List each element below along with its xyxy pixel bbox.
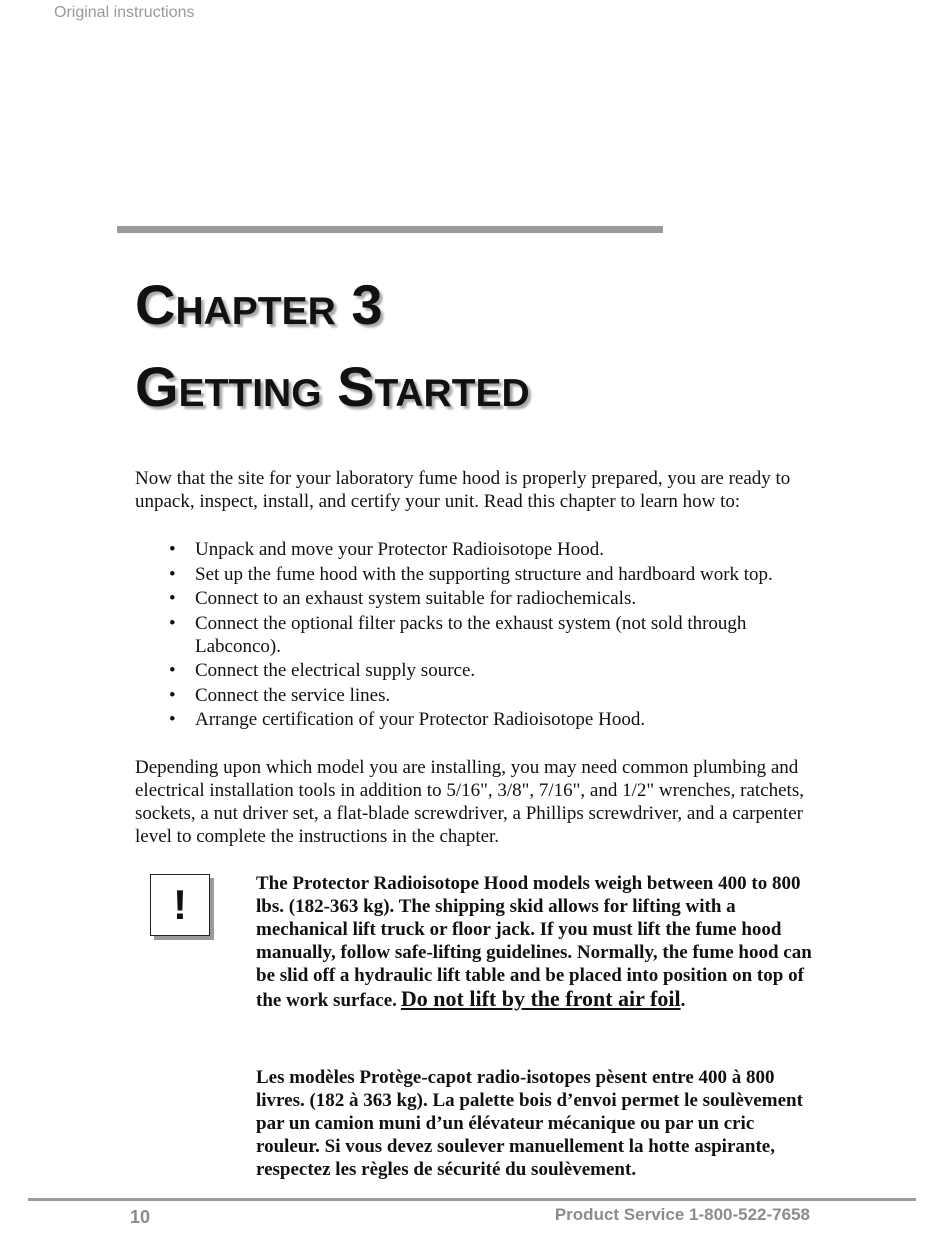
caution-english-end: . xyxy=(680,990,686,1011)
chapter-name: Getting Started xyxy=(135,355,530,418)
product-service-phone: Product Service 1-800-522-7658 xyxy=(554,1205,810,1224)
list-item: • Arrange certification of your Protector Radioisotope Hood. xyxy=(195,708,825,731)
exclamation-icon: ! xyxy=(150,874,210,936)
list-item: • Connect the optional filter packs to the exhaust system (not sold through Labconco). xyxy=(195,612,825,658)
caution-english-text: The Protector Radioisotope Hood models weigh between 400 to 800 lbs. (182-363 kg). The shipping skid allows for lifting with a mechanical lift truck or floor jack. If you must lift the fume hood manually, follow safe-lifting guidelines. Normally, the fume hood can be slid off a hydraulic lift table and be placed into position on top of the work surface. xyxy=(256,873,812,1011)
intro-paragraph: Now that the site for your laboratory fume hood is properly prepared, you are ready to unpack, inspect, install, and certify your unit. Read this chapter to learn how to: xyxy=(135,468,791,512)
top-rule xyxy=(117,226,663,233)
task-list xyxy=(195,538,825,733)
list-item: • Connect to an exhaust system suitable for radiochemicals. xyxy=(195,587,825,610)
caution-french: Les modèles Protège-capot radio-isotopes pèsent entre 400 à 800 livres. (182 à 363 kg). La palette bois d’envoi permet le soulèvement par un camion muni d’un élévateur mécanique ou par un cric rouleur. Si vous devez soulever manuellement la hotte aspirante, respectez les règles de sécurité du soulèvement. xyxy=(256,1067,803,1180)
caution-english xyxy=(256,872,816,1012)
tools-paragraph: Depending upon which model you are installing, you may need common plumbing and electrical installation tools in addition to 5/16", 3/8", 7/16", and 1/2" wrenches, ratchets, sockets, a nut driver set, a flat-blade screwdriver, a Phillips screwdriver, and a carpenter level to complete the instructions in the chapter. xyxy=(135,757,804,847)
chapter-title xyxy=(135,264,530,428)
caution-emphasis: Do not lift by the front air foil xyxy=(400,986,681,1011)
header-note: Original instructions xyxy=(54,4,195,21)
list-item: • Connect the electrical supply source. xyxy=(195,659,825,682)
page-number: 10 xyxy=(130,1207,151,1227)
bottom-rule xyxy=(28,1198,916,1201)
list-item: • Set up the fume hood with the supporting structure and hardboard work top. xyxy=(195,563,825,586)
chapter-number: Chapter 3 xyxy=(135,273,383,336)
list-item: • Unpack and move your Protector Radioisotope Hood. xyxy=(195,538,825,561)
list-item: • Connect the service lines. xyxy=(195,684,825,707)
